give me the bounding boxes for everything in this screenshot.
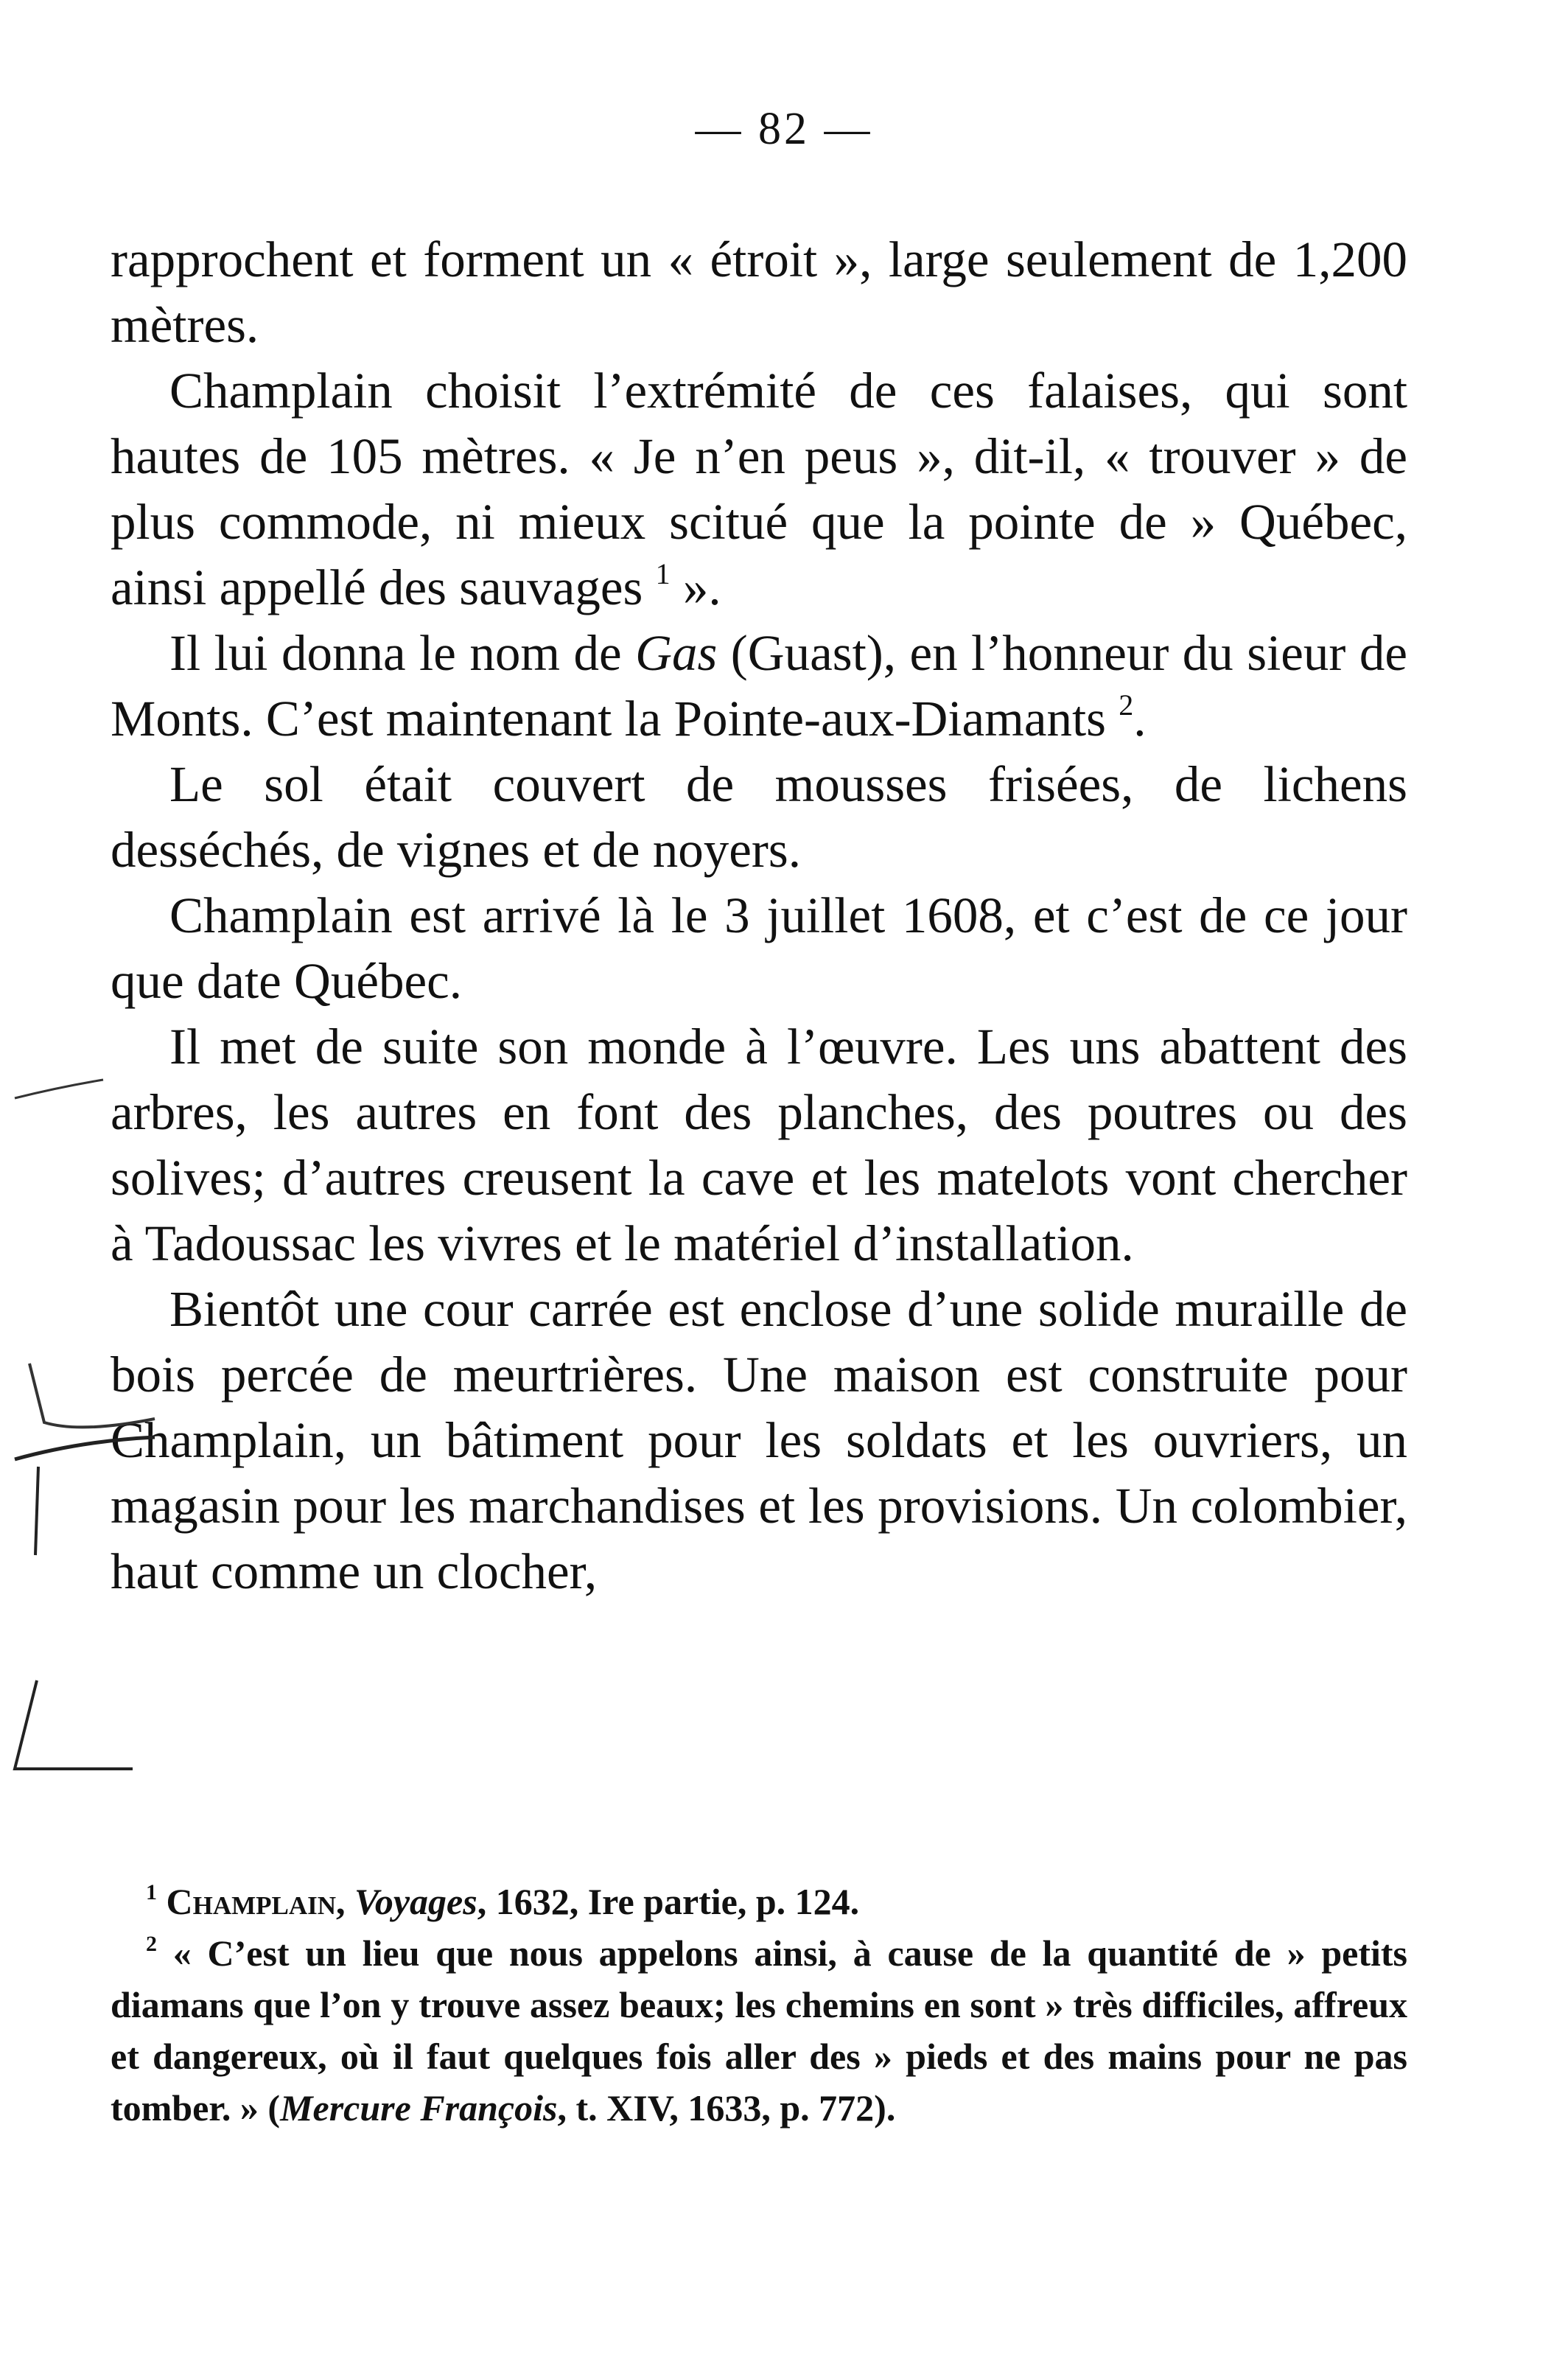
footnote-text: , t. XIV, 1633, p. 772). (557, 2087, 896, 2129)
paragraph: rapprochent et forment un « étroit », large seulement de 1,200 mètres. (111, 231, 1407, 353)
footnote-title: Voyages (354, 1881, 477, 1922)
footnote-title: Mercure François (280, 2087, 558, 2129)
footnote-author: Champlain (166, 1881, 337, 1922)
footnote-text: , (336, 1881, 355, 1922)
footnote-text: « C’est un lieu que nous appelons ainsi, à cause de la quantité de » petits diamans que l’on y trouve assez beaux; les chemins en sont » très difficiles, affreux et dangereux, où il faut quelques fois aller des » pieds et des mains pour ne pas tomber. » ( (111, 1932, 1407, 2129)
pencil-stroke (35, 1467, 38, 1555)
paragraph-text: Il lui donna le nom de (169, 625, 636, 681)
footnote (111, 1876, 1407, 1927)
page-number: — 82 — (695, 104, 873, 154)
pencil-stroke (15, 1680, 133, 1769)
main-text (111, 227, 1407, 1604)
footnote-text: , 1632, Ire partie, p. 124. (477, 1881, 860, 1922)
footnotes (111, 1876, 1407, 2134)
footnote-ref[interactable]: 1 (655, 557, 671, 590)
paragraph-text: ». (670, 559, 721, 615)
paragraph-text: (Guast), en l’honneur du sieur de Monts. C’est maintenant la Pointe-aux-Diamants (111, 625, 1407, 747)
footnote-marker: 2 (146, 1932, 157, 1956)
paragraph: Il met de suite son monde à l’œuvre. Les uns abattent des arbres, les autres en font des planches, des poutres ou des solives; d’autres creusent la cave et les matelots vont chercher à Tadoussac les vivres et le matériel d’installation. (111, 1019, 1407, 1271)
footnote-ref[interactable]: 2 (1119, 688, 1134, 722)
paragraph-text: . (1133, 691, 1147, 747)
paragraph: Le sol était couvert de mousses frisées, de lichens desséchés, de vignes et de noyers. (111, 756, 1407, 878)
footnote (111, 1927, 1407, 2134)
italic-name: Gas (635, 625, 718, 681)
paragraph: Champlain est arrivé là le 3 juillet 1608, et c’est de ce jour que date Québec. (111, 887, 1407, 1009)
paragraph (111, 358, 1407, 621)
paragraph: Bientôt une cour carrée est enclose d’une solide muraille de bois percée de meurtrières. Une maison est construite pour Champlain, un bâtiment pour les soldats et les ouvriers, un magasin pour les marchandises et les provisions. Un colombier, haut comme un clocher, (111, 1281, 1407, 1599)
paragraph-text: Champlain choisit l’extrémité de ces falaises, qui sont hautes de 105 mètres. « Je n’en peus », dit-il, « trouver » de plus commode, ni mieux scitué que la pointe de » Québec, ainsi appellé des sauvages (111, 363, 1407, 615)
pencil-stroke (15, 1080, 103, 1098)
paragraph (111, 621, 1407, 752)
footnote-marker: 1 (146, 1880, 157, 1904)
